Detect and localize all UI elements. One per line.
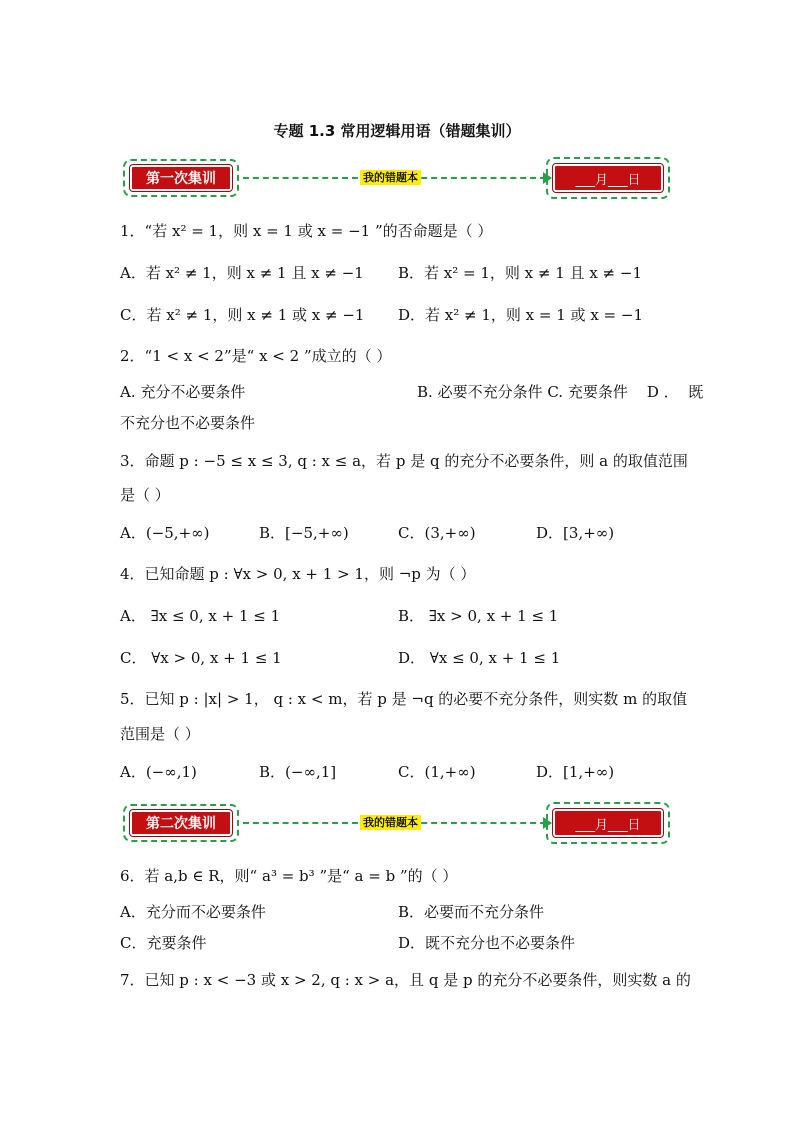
banner-date-field: ___月___日 <box>553 164 663 192</box>
section-banner-2 <box>120 802 670 848</box>
question-3-option-a: A．(−5,+∞) <box>120 524 210 542</box>
question-1-stem: 1．“若 x² = 1，则 x = 1 或 x = −1 ”的否命题是（ ） <box>120 222 493 240</box>
question-6-stem: 6．若 a,b ∈ R，则“ a³ = b³ ”是“ a = b ”的（ ） <box>120 867 458 885</box>
question-5-option-b: B．(−∞,1] <box>259 763 337 781</box>
banner-session-label: 第二次集训 <box>130 810 232 836</box>
banner-notebook-label: 我的错题本 <box>360 815 421 830</box>
question-4-option-a: A． ∃x ≤ 0, x + 1 ≤ 1 <box>120 607 281 625</box>
question-5-option-a: A．(−∞,1) <box>120 763 197 781</box>
banner-left-frame <box>123 159 239 197</box>
question-3-stem: 3．命题 p : −5 ≤ x ≤ 3, q : x ≤ a，若 p 是 q 的充分不必要条件，则 a 的取值范围 <box>120 452 688 470</box>
banner-right-frame <box>546 157 670 199</box>
banner-date-field: ___月___日 <box>553 809 663 837</box>
question-3-option-c: C．(3,+∞) <box>398 524 476 542</box>
question-6-option-c: C．充要条件 <box>120 934 207 952</box>
section-banner-1 <box>120 157 670 203</box>
question-2-options-wrap: 不充分也不必要条件 <box>120 414 256 432</box>
question-5-stem: 5．已知 p : |x| > 1， q : x < m，若 p 是 ¬q 的必要不充分条件，则实数 m 的取值 <box>120 690 688 708</box>
question-4-option-d: D． ∀x ≤ 0, x + 1 ≤ 1 <box>398 649 561 667</box>
question-5-stem-wrap: 范围是（ ） <box>120 725 200 743</box>
question-2-options-line: A. 充分不必要条件 B. 必要不充分条件 C. 充要条件 D ． 既 <box>120 383 704 401</box>
question-6-option-a: A．充分而不必要条件 <box>120 903 266 921</box>
banner-session-label: 第一次集训 <box>130 165 232 191</box>
question-5-option-d: D．[1,+∞) <box>536 763 615 781</box>
question-6-option-d: D．既不充分也不必要条件 <box>398 934 576 952</box>
question-4-stem: 4．已知命题 p : ∀x > 0, x + 1 > 1，则 ¬p 为（ ） <box>120 565 476 583</box>
banner-notebook-label: 我的错题本 <box>360 170 421 185</box>
question-1-option-d: D．若 x² ≠ 1，则 x = 1 或 x = −1 <box>398 306 644 324</box>
page-title: 专题 1.3 常用逻辑用语（错题集训） <box>273 122 521 140</box>
question-3-option-b: B．[−5,+∞) <box>259 524 349 542</box>
question-2-stem: 2．“1 < x < 2”是“ x < 2 ”成立的（ ） <box>120 347 392 365</box>
question-3-option-d: D．[3,+∞) <box>536 524 615 542</box>
question-1-option-c: C．若 x² ≠ 1，则 x ≠ 1 或 x ≠ −1 <box>120 306 365 324</box>
question-6-option-b: B．必要而不充分条件 <box>398 903 545 921</box>
question-4-option-c: C． ∀x > 0, x + 1 ≤ 1 <box>120 649 282 667</box>
banner-left-frame <box>123 804 239 842</box>
question-7-stem: 7．已知 p : x < −3 或 x > 2, q : x > a，且 q 是 p 的充分不必要条件，则实数 a 的 <box>120 971 691 989</box>
question-3-stem-wrap: 是（ ） <box>120 486 170 504</box>
question-1-option-a: A．若 x² ≠ 1，则 x ≠ 1 且 x ≠ −1 <box>120 264 364 282</box>
question-4-option-b: B． ∃x > 0, x + 1 ≤ 1 <box>398 607 559 625</box>
question-5-option-c: C．(1,+∞) <box>398 763 476 781</box>
banner-right-frame <box>546 802 670 844</box>
question-1-option-b: B．若 x² = 1，则 x ≠ 1 且 x ≠ −1 <box>398 264 642 282</box>
